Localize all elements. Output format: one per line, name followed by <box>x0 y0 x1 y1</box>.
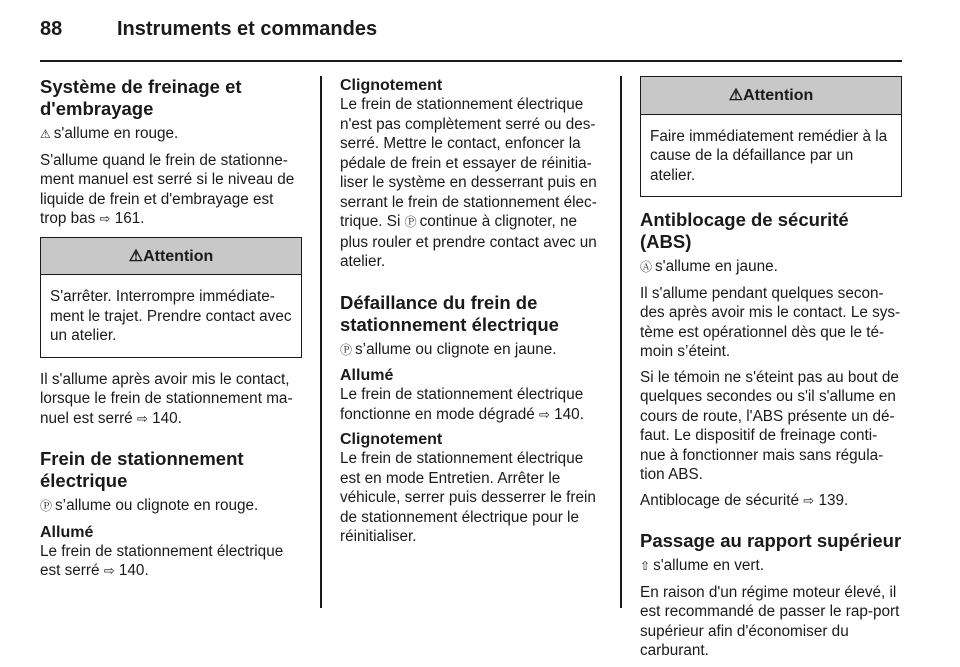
subheading-on: Allumé <box>340 367 394 384</box>
heading-abs: Antiblocage de sécurité (ABS) <box>640 209 849 252</box>
column-divider-2 <box>620 76 622 608</box>
header-rule <box>40 60 902 62</box>
failure-line: Ⓟ s’allume ou clignote en jaune. <box>340 340 602 361</box>
attention-body: Faire immédiatement remédier à la cause de la défaillance par un atelier. <box>650 127 888 184</box>
heading-brake-system: Système de freinage et d'embrayage <box>40 76 242 119</box>
subheading-on: Allumé <box>40 523 94 541</box>
failure-on-paragraph: Le frein de stationnement électrique fonctionne en mode dégradé ⇨ 140. <box>340 386 584 423</box>
on-paragraph: Le frein de stationnement électrique est serré ⇨ 140. <box>40 542 284 579</box>
heading-electric-parking-brake: Frein de stationnement électrique <box>40 448 244 491</box>
attention-header: ⚠Attention <box>41 238 301 276</box>
section-title: Instruments et commandes <box>117 18 378 40</box>
page-reference-icon: ⇨ <box>803 492 815 508</box>
page-reference-icon: ⇨ <box>99 211 111 226</box>
attention-body: S'arrêter. Interrompre immédiate-ment le trajet. Prendre contact avec un atelier. <box>50 288 292 344</box>
page-reference-icon: ⇨ <box>136 410 148 426</box>
page-reference-icon: ⇨ <box>539 406 550 422</box>
page-header <box>40 18 900 48</box>
parking-brake-icon: Ⓟ <box>404 215 417 229</box>
attention-header: ⚠Attention <box>641 77 901 115</box>
abs-icon: Ⓐ <box>640 260 653 274</box>
parking-brake-fault-icon: Ⓟ <box>340 342 353 357</box>
heading-epb-failure: Défaillance du frein de stationnement électrique <box>340 291 559 335</box>
upshift-line: ⇧ s'allume en vert. <box>640 556 902 577</box>
blinking-paragraph: Le frein de stationnement électrique n'est pas complètement serré ou des-serré. Mettre le contact, enfoncer la pédale de frein et essayer de réinitia-liser le système en desserrant puis en serrant le frein de stationnement élec-trique. Si Ⓟ continue à clignoter, ne plus rouler et prendre contact avec un atelier. <box>340 96 597 270</box>
parking-brake-icon: Ⓟ <box>40 499 53 513</box>
brake-paragraph: S'allume quand le frein de stationne-ment manuel est serré si le niveau de liquide de frein et d'embrayage est trop bas ⇨ 161. <box>40 151 295 227</box>
column-3 <box>640 76 902 667</box>
column-divider-1 <box>320 76 322 608</box>
brake-warning-line: ⚠ s'allume en rouge. <box>40 124 302 145</box>
subheading-blinking: Clignotement <box>340 77 443 94</box>
page-reference-icon: ⇨ <box>103 563 115 578</box>
heading-upshift: Passage au rapport supérieur <box>640 530 902 551</box>
column-1 <box>40 76 302 587</box>
abs-paragraph-3: Antiblocage de sécurité ⇨ 139. <box>640 491 849 509</box>
failure-blinking-paragraph: Le frein de stationnement électrique est en mode Entretien. Arrêter le véhicule, serrer puis desserrer le frein de stationnement électrique pour le réinitialiser. <box>340 450 596 545</box>
abs-paragraph-2: Si le témoin ne s'éteint pas au bout de quelques secondes ou s'il s'allume en cours de route, l'ABS présente un dé-faut. Le dispositif de freinage conti-nue à fonctionner mais sans régula-tion ABS. <box>640 368 899 483</box>
abs-line: Ⓐ s'allume en jaune. <box>640 257 902 278</box>
brake-warning-icon: ⚠ <box>40 127 51 141</box>
attention-box <box>640 76 902 197</box>
warning-triangle-icon: ⚠ <box>128 247 144 265</box>
epb-line: Ⓟ s’allume ou clignote en rouge. <box>40 496 302 517</box>
column-2 <box>340 76 602 553</box>
abs-paragraph-1: Il s'allume pendant quelques secon-des après avoir mis le contact. Le sys-tème est opérationnel dès que le té-moin s’éteint. <box>640 284 901 360</box>
upshift-arrow-icon: ⇧ <box>640 559 651 573</box>
subheading-blinking-2: Clignotement <box>340 431 443 448</box>
after-attention-paragraph: Il s'allume après avoir mis le contact, lorsque le frein de stationnement ma-nuel est serré ⇨ 140. <box>40 370 293 427</box>
warning-triangle-icon: ⚠ <box>728 87 744 104</box>
page-number: 88 <box>40 18 63 40</box>
attention-box <box>40 237 302 358</box>
upshift-paragraph: En raison d'un régime moteur élevé, il est recommandé de passer le rap-port supérieur afin d'économiser du carburant. <box>640 583 900 659</box>
